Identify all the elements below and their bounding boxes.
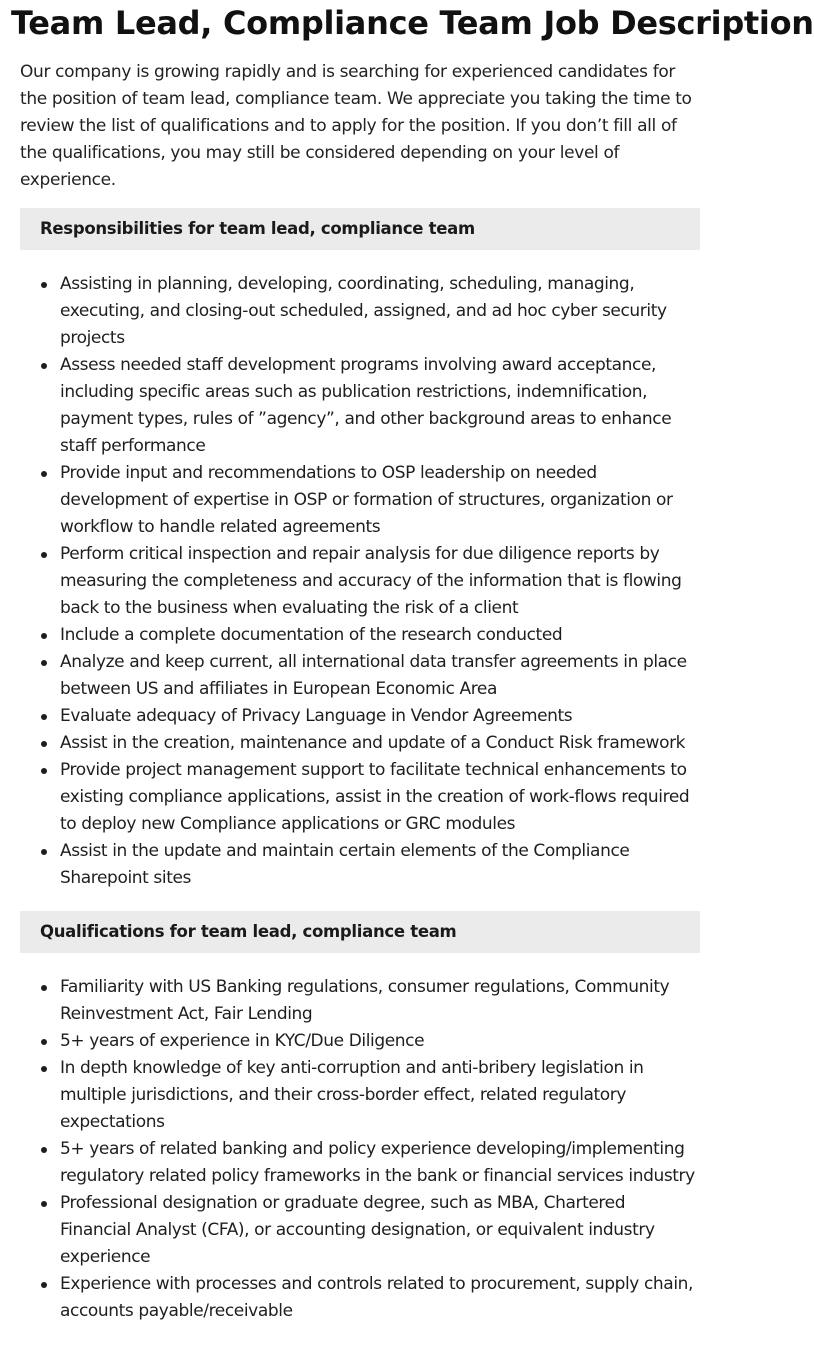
bullet-icon xyxy=(41,985,47,991)
bullet-icon xyxy=(41,849,47,855)
qualifications-list xyxy=(20,974,700,1325)
bullet-icon xyxy=(41,1066,47,1072)
list-item: 5+ years of experience in KYC/Due Diligence xyxy=(20,1028,700,1055)
bullet-icon xyxy=(41,363,47,369)
list-item: Include a complete documentation of the research conducted xyxy=(20,622,700,649)
list-item: Assist in the update and maintain certain elements of the Compliance Sharepoint sites xyxy=(20,838,700,892)
bullet-icon xyxy=(41,741,47,747)
intro-paragraph: Our company is growing rapidly and is searching for experienced candidates for the position of team lead, compliance team. We appreciate you taking the time to review the list of qualifications and to apply for the position. If you don’t fill all of the qualifications, you may still be considered depending on your level of experience. xyxy=(20,62,692,190)
responsibilities-heading: Responsibilities for team lead, compliance team xyxy=(20,208,700,250)
list-item: Professional designation or graduate degree, such as MBA, Chartered Financial Analyst (CFA), or accounting designation, or equivalent industry experience xyxy=(20,1190,700,1271)
list-item: Provide input and recommendations to OSP leadership on needed development of expertise in OSP or formation of structures, organization or workflow to handle related agreements xyxy=(20,460,700,541)
bullet-icon xyxy=(41,1201,47,1207)
list-item: Provide project management support to facilitate technical enhancements to existing compliance applications, assist in the creation of work-flows required to deploy new Compliance applications or GRC modules xyxy=(20,757,700,838)
list-item: Evaluate adequacy of Privacy Language in Vendor Agreements xyxy=(20,703,700,730)
bullet-icon xyxy=(41,714,47,720)
list-item: Assess needed staff development programs involving award acceptance, including specific areas such as publication restrictions, indemnification, payment types, rules of ”agency”, and other background areas to enhance staff performance xyxy=(20,352,700,460)
list-item: Analyze and keep current, all international data transfer agreements in place between US and affiliates in European Economic Area xyxy=(20,649,700,703)
bullet-icon xyxy=(41,1282,47,1288)
bullet-icon xyxy=(41,633,47,639)
list-item: Perform critical inspection and repair analysis for due diligence reports by measuring the completeness and accuracy of the information that is flowing back to the business when evaluating the risk of a client xyxy=(20,541,700,622)
list-item: 5+ years of related banking and policy experience developing/implementing regulatory related policy frameworks in the bank or financial services industry xyxy=(20,1136,700,1190)
qualifications-heading: Qualifications for team lead, compliance team xyxy=(20,911,700,953)
bullet-icon xyxy=(41,768,47,774)
page-title: Team Lead, Compliance Team Job Description xyxy=(11,4,814,42)
list-item: Assist in the creation, maintenance and update of a Conduct Risk framework xyxy=(20,730,700,757)
bullet-icon xyxy=(41,471,47,477)
bullet-icon xyxy=(41,660,47,666)
bullet-icon xyxy=(41,282,47,288)
list-item: In depth knowledge of key anti-corruption and anti-bribery legislation in multiple jurisdictions, and their cross-border effect, related regulatory expectations xyxy=(20,1055,700,1136)
list-item: Experience with processes and controls related to procurement, supply chain, accounts payable/receivable xyxy=(20,1271,700,1325)
bullet-icon xyxy=(41,552,47,558)
bullet-icon xyxy=(41,1147,47,1153)
list-item: Assisting in planning, developing, coordinating, scheduling, managing, executing, and closing-out scheduled, assigned, and ad hoc cyber security projects xyxy=(20,271,700,352)
list-item: Familiarity with US Banking regulations, consumer regulations, Community Reinvestment Act, Fair Lending xyxy=(20,974,700,1028)
bullet-icon xyxy=(41,1039,47,1045)
responsibilities-list xyxy=(20,271,700,892)
